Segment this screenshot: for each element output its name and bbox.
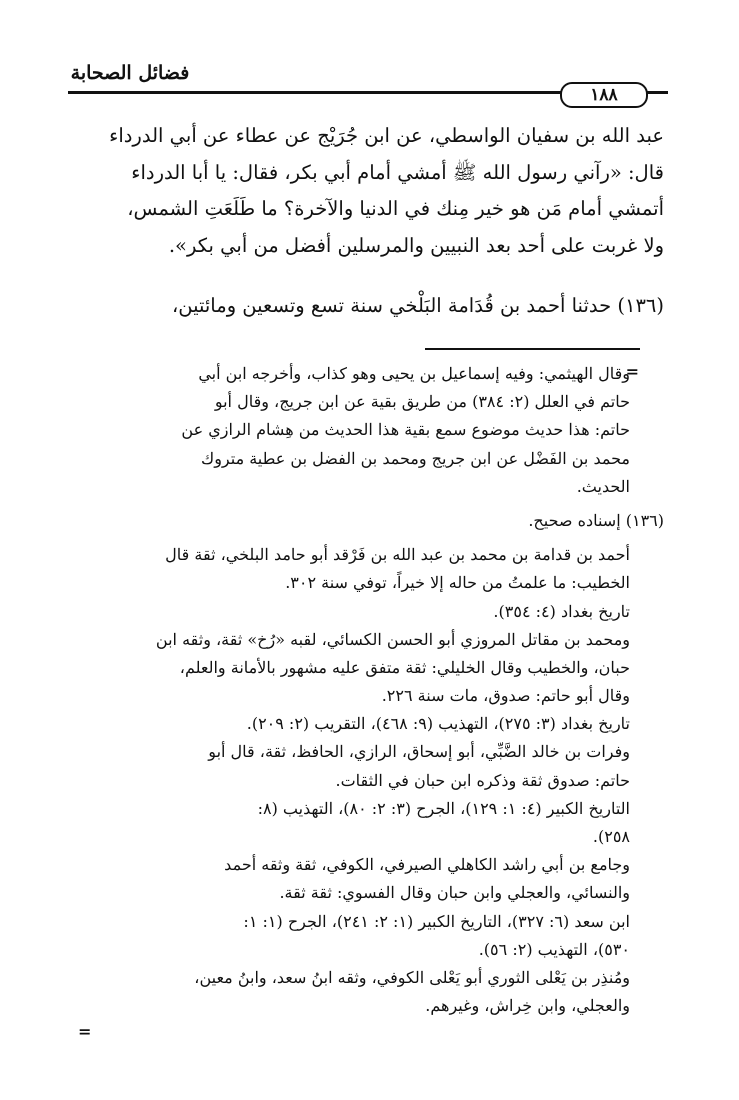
- footnote-end-mark: =: [78, 1022, 92, 1041]
- footnote-line: حاتم في العلل (٢: ٣٨٤) من طريق بقية عن ابن جريج، وقال أبو: [214, 392, 630, 412]
- main-text-line: قال: «رآني رسول الله ﷺ أمشي أمام أبي بكر، فقال: يا أبا الدرداء: [131, 160, 664, 184]
- footnote-line: حاتم: صدوق ثقة وذكره ابن حبان في الثقات.: [335, 770, 630, 790]
- footnote-continuation-mark: =: [625, 362, 639, 381]
- footnote-block: [78, 360, 664, 501]
- footnote-line: وقال أبو حاتم: صدوق، مات سنة ٢٢٦.: [381, 686, 630, 706]
- footnote-line: ابن سعد (٦: ٣٢٧)، التاريخ الكبير (١: ٢: ٢٤١)، الجرح (١: ١:: [243, 911, 630, 931]
- footnote-block: [78, 795, 664, 851]
- footnotes: [78, 360, 664, 1020]
- footnote-line: محمد بن الفَضْل عن ابن جريج ومحمد بن الفضل بن عطية متروك: [201, 448, 630, 468]
- footnote-separator: [425, 348, 640, 350]
- footnote-line: والعجلي، وابن خِراش، وغيرهم.: [425, 996, 630, 1016]
- hadith-heading: (١٣٦) حدثنا أحمد بن قُدَامة البَلْخي سنة تسع وتسعين ومائتين،: [171, 294, 664, 317]
- footnote-block: [78, 738, 664, 794]
- footnote-line: التاريخ الكبير (٤: ١: ١٢٩)، الجرح (٣: ٢: ٨٠)، التهذيب (٨:: [257, 798, 630, 818]
- main-text-line: أتمشي أمام مَن هو خير مِنك في الدنيا والآخرة؟ ما طَلَعَتِ الشمس،: [127, 197, 664, 220]
- footnote-block: [78, 598, 664, 626]
- footnote-line: حبان، والخطيب وقال الخليلي: ثقة متفق عليه مشهور بالأمانة والعلم،: [179, 657, 630, 677]
- footnote-line: ٢٥٨).: [592, 827, 630, 846]
- footnote-line: وفرات بن خالد الضَّبِّي، أبو إسحاق، الرازي، الحافظ، ثقة، قال أبو: [208, 742, 630, 762]
- page-number: ١٨٨: [560, 82, 648, 108]
- footnote-block: [78, 507, 664, 535]
- main-text-line: ولا غربت على أحد بعد النبيين والمرسلين أفضل من أبي بكر».: [168, 233, 664, 257]
- footnote-line: وجامع بن أبي راشد الكاهلي الصيرفي، الكوفي، ثقة وثقه أحمد: [224, 855, 630, 875]
- footnote-line: الخطيب: ما علمتُ من حاله إلا خيراً، توفي سنة ٣٠٢.: [285, 573, 630, 593]
- running-header-title: فضائل الصحابة: [70, 62, 190, 84]
- footnote-line: ومُنذِر بن يَعْلى الثوري أبو يَعْلى الكوفي، وثقه ابنُ سعد، وابنُ معين،: [194, 967, 630, 987]
- footnote-heading: (١٣٦) إسناده صحيح.: [528, 510, 664, 530]
- footnote-block: [78, 908, 664, 964]
- footnote-line: حاتم: هذا حديث موضوع سمع بقية هذا الحديث من هِشام الرازي عن: [181, 420, 630, 440]
- footnote-line: تاريخ بغداد (٣: ٢٧٥)، التهذيب (٩: ٤٦٨)، التقريب (٢: ٢٠٩).: [246, 714, 630, 734]
- footnote-line: وقال الهيثمي: وفيه إسماعيل بن يحيى وهو كذاب، وأخرجه ابن أبي: [198, 364, 630, 383]
- footnote-block: [78, 541, 664, 597]
- footnote-line: تاريخ بغداد (٤: ٣٥٤).: [493, 601, 630, 621]
- footnote-line: والنسائي، والعجلي وابن حبان وقال الفسوي: ثقة ثقة.: [279, 883, 630, 903]
- footnote-block: [78, 710, 664, 738]
- main-text-line: عبد الله بن سفيان الواسطي، عن ابن جُرَيْج عن عطاء عن أبي الدرداء: [109, 124, 664, 147]
- footnote-block: [78, 851, 664, 907]
- footnote-line: ٥٣٠)، التهذيب (٢: ٥٦).: [478, 939, 630, 959]
- footnote-block: [78, 626, 664, 711]
- main-text: [78, 118, 664, 264]
- footnote-block: [78, 964, 664, 1020]
- footnote-line: الحديث.: [576, 476, 630, 496]
- footnote-line: أحمد بن قدامة بن محمد بن عبد الله بن فَرْقد أبو حامد البلخي، ثقة قال: [165, 545, 630, 565]
- footnote-line: ومحمد بن مقاتل المروزي أبو الحسن الكسائي، لقبه «رُخ» ثقة، وثقه ابن: [155, 629, 630, 649]
